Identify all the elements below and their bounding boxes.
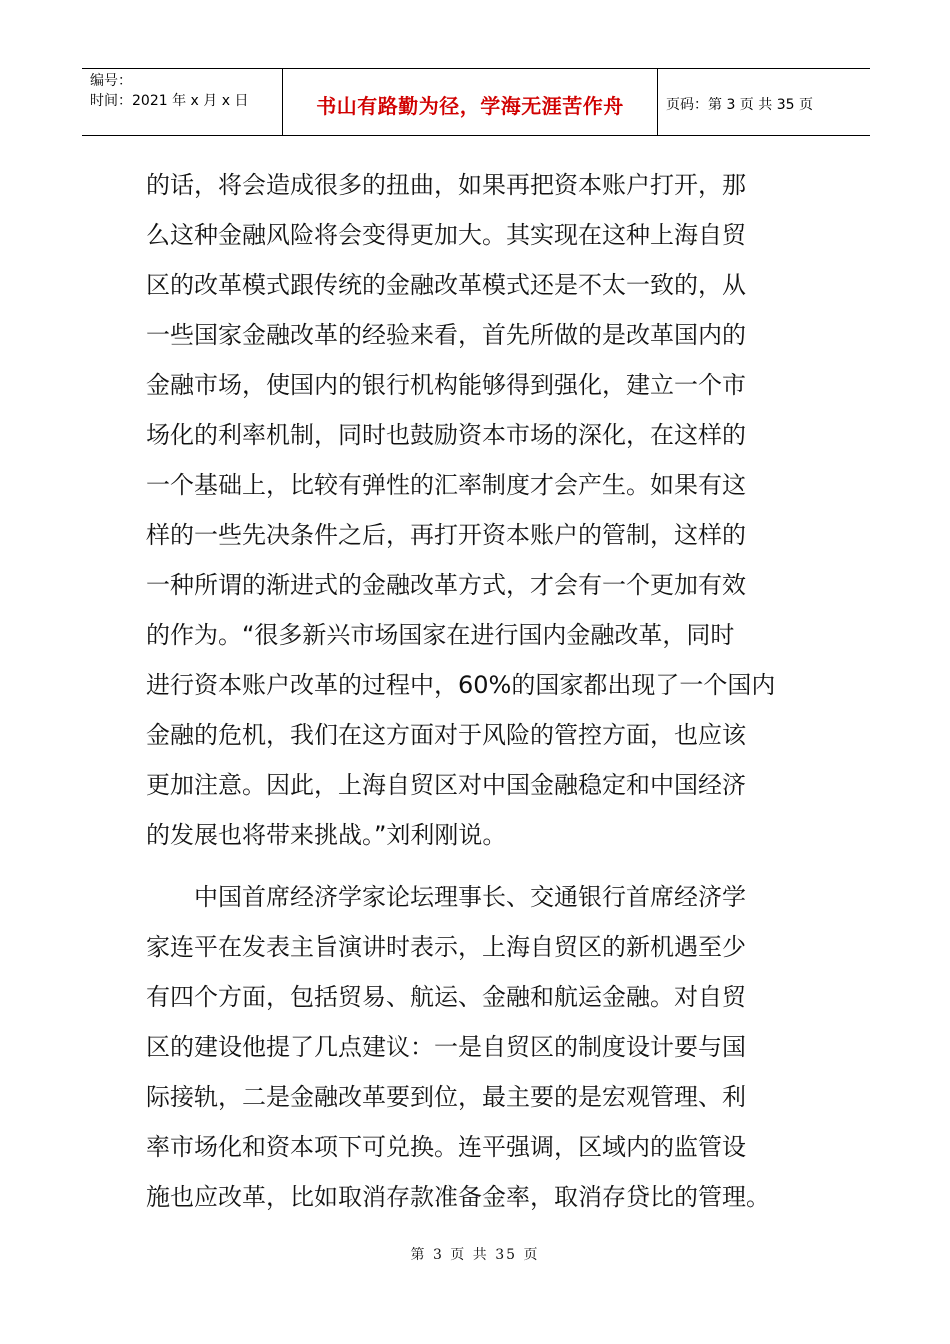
header-motto: 书山有路勤为径，学海无涯苦作舟 bbox=[283, 69, 658, 135]
paragraph-1 bbox=[146, 160, 798, 860]
text-line: 场化的利率机制，同时也鼓励资本市场的深化，在这样的 bbox=[146, 421, 746, 449]
page-footer: 第 3 页 共 35 页 bbox=[410, 1247, 540, 1263]
text-line: 金融的危机，我们在这方面对于风险的管控方面，也应该 bbox=[146, 721, 746, 749]
text-line: 一些国家金融改革的经验来看，首先所做的是改革国内的 bbox=[146, 321, 746, 349]
text-line: 率市场化和资本项下可兑换。连平强调，区域内的监管设 bbox=[146, 1133, 746, 1161]
text-line: 区的改革模式跟传统的金融改革模式还是不太一致的，从 bbox=[146, 271, 746, 299]
text-line: 的作为。“很多新兴市场国家在进行国内金融改革，同时 bbox=[146, 621, 735, 649]
text-line: 样的一些先决条件之后，再打开资本账户的管制，这样的 bbox=[146, 521, 746, 549]
text-line: 区的建设他提了几点建议：一是自贸区的制度设计要与国 bbox=[146, 1033, 746, 1061]
text-line: 有四个方面，包括贸易、航运、金融和航运金融。对自贸 bbox=[146, 983, 746, 1011]
text-line: 施也应改革，比如取消存款准备金率，取消存贷比的管理。 bbox=[146, 1183, 770, 1211]
document-date-label: 时间：2021 年 x 月 x 日 bbox=[90, 93, 249, 109]
header-meta-cell bbox=[82, 69, 283, 135]
text-line: 际接轨，二是金融改革要到位，最主要的是宏观管理、利 bbox=[146, 1083, 746, 1111]
paragraph-2 bbox=[146, 872, 798, 1222]
text-line: 的发展也将带来挑战。”刘利刚说。 bbox=[146, 821, 507, 849]
paragraph-gap bbox=[146, 860, 798, 872]
text-line: 一个基础上，比较有弹性的汇率制度才会产生。如果有这 bbox=[146, 471, 746, 499]
text-line: 进行资本账户改革的过程中，60%的国家都出现了一个国内 bbox=[146, 671, 776, 699]
header-page-info: 页码：第 3 页 共 35 页 bbox=[666, 97, 813, 113]
text-line: 更加注意。因此，上海自贸区对中国金融稳定和中国经济 bbox=[146, 771, 746, 799]
text-line: 金融市场，使国内的银行机构能够得到强化，建立一个市 bbox=[146, 371, 746, 399]
document-header bbox=[82, 68, 870, 136]
text-line: 中国首席经济学家论坛理事长、交通银行首席经济学 bbox=[146, 883, 746, 911]
document-body bbox=[146, 160, 798, 1222]
text-line: 的话，将会造成很多的扭曲，如果再把资本账户打开，那 bbox=[146, 171, 746, 199]
text-line: 一种所谓的渐进式的金融改革方式，才会有一个更加有效 bbox=[146, 571, 746, 599]
text-line: 家连平在发表主旨演讲时表示，上海自贸区的新机遇至少 bbox=[146, 933, 746, 961]
text-line: 么这种金融风险将会变得更加大。其实现在这种上海自贸 bbox=[146, 221, 746, 249]
document-number-label: 编号： bbox=[90, 73, 132, 89]
